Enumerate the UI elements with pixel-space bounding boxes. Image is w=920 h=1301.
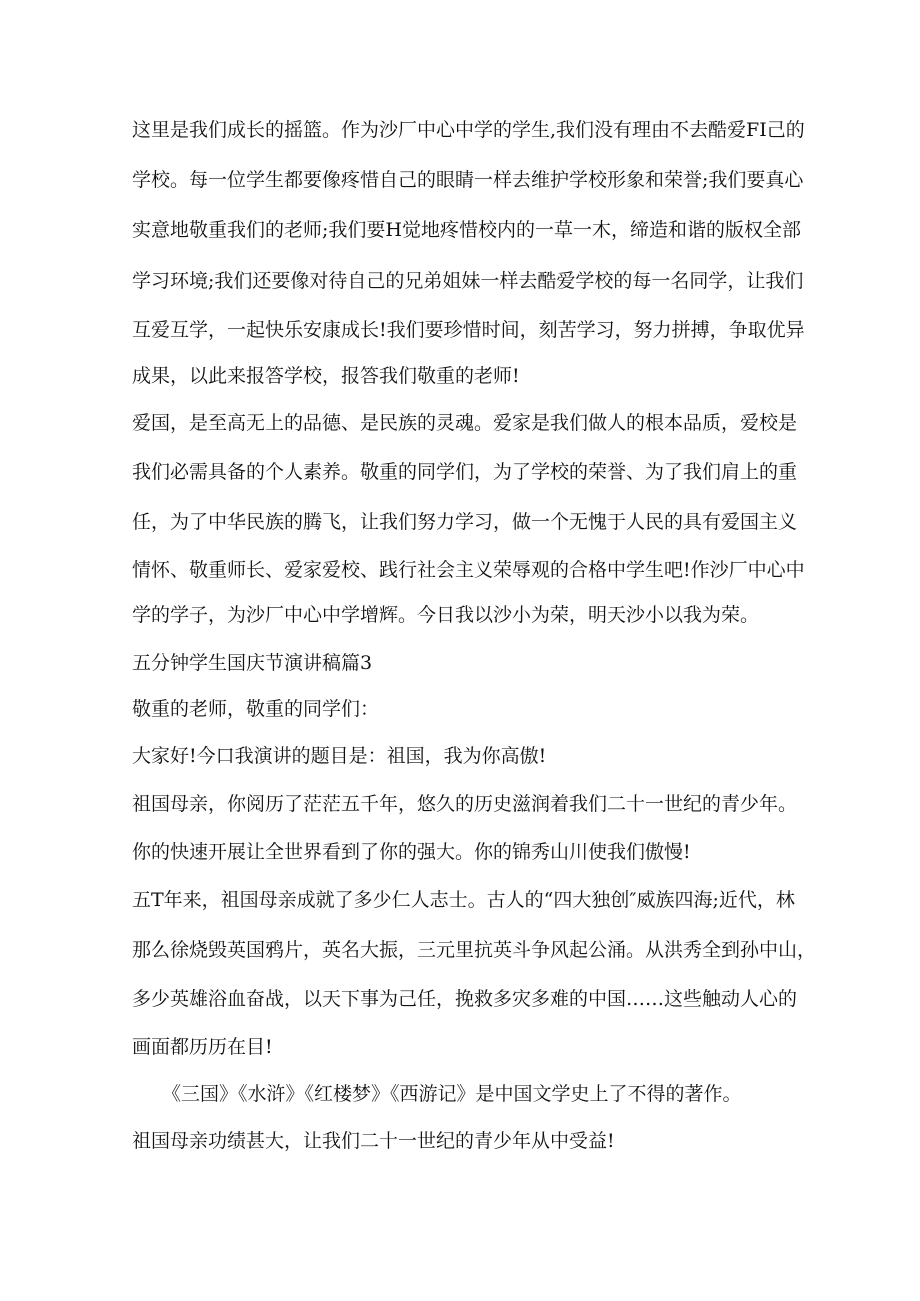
text-line: 成果，以此来报答学校，报答我们敬重的老师! xyxy=(132,365,520,387)
text-line: 互爱互学，一起快乐安康成长!我们要珍惜时间，刻苦学习，努力拼搏，争取优异 xyxy=(132,319,805,341)
text-line: 这里是我们成长的摇篮。作为沙厂中心中学的学生,我们没有理由不去酷爱FI己的 xyxy=(132,119,805,141)
text-line-indented: 《三国》《水浒》《红楼梦》《西游记》是中国文学史上了不得的著作。 xyxy=(162,1083,742,1105)
text-line: 多少英雄浴血奋战，以天下事为己任，挽救多灾多难的中国……这些触动人心的 xyxy=(132,988,798,1010)
text-line: 画面都历历在目! xyxy=(132,1036,273,1058)
text-line: 爱国，是至高无上的品德、是民族的灵魂。爱家是我们做人的根本品质，爱校是 xyxy=(132,412,798,434)
text-line: 学校。每一位学生都要像疼惜自己的眼睛一样去维护学校形象和荣誉;我们要真心 xyxy=(132,169,804,191)
text-line: 那么徐烧毁英国鸦片，英名大振，三元里抗英斗争风起公涌。从洪秀全到孙中山， xyxy=(132,939,817,961)
text-line: 学习环境;我们还要像对待自己的兄弟姐妹一样去酷爱学校的每一名同学，让我们 xyxy=(132,270,804,292)
text-line: 大家好!今口我演讲的题目是：祖国，我为你高傲! xyxy=(132,745,547,767)
text-line: 实意地敬重我们的老师;我们要H觉地疼惜校内的一草一木，缔造和谐的版权全部 xyxy=(132,219,801,241)
salutation: 敬重的老师，敬重的同学们： xyxy=(132,698,380,720)
text-line: 祖国母亲功绩甚大，让我们二十一世纪的青少年从中受益! xyxy=(132,1130,615,1152)
section-heading: 五分钟学生国庆节演讲稿篇3 xyxy=(132,652,373,674)
text-line: 任，为了中华民族的腾飞，让我们努力学习，做一个无愧于人民的具有爱国主义 xyxy=(132,511,798,533)
text-line: 学的学子，为沙厂中心中学增辉。今日我以沙小为荣，明天沙小以我为荣。 xyxy=(132,604,760,626)
text-line: 你的快速开展让全世界看到了你的强大。你的锦秀山川使我们傲慢! xyxy=(132,841,691,863)
text-line: 祖国母亲，你阅历了茫茫五千年，悠久的历史滋润着我们二十一世纪的青少年。 xyxy=(132,793,798,815)
text-line: 我们必需具备的个人素养。敬重的同学们，为了学校的荣誉、为了我们肩上的重 xyxy=(132,461,798,483)
text-line: 五T年来，祖国母亲成就了多少仁人志士。古人的“四大独创″威族四海;近代，林 xyxy=(132,889,795,911)
text-line: 情怀、敬重师长、爱家爱校、践行社会主义荣辱观的合格中学生吧!作沙厂中心中 xyxy=(132,559,805,581)
